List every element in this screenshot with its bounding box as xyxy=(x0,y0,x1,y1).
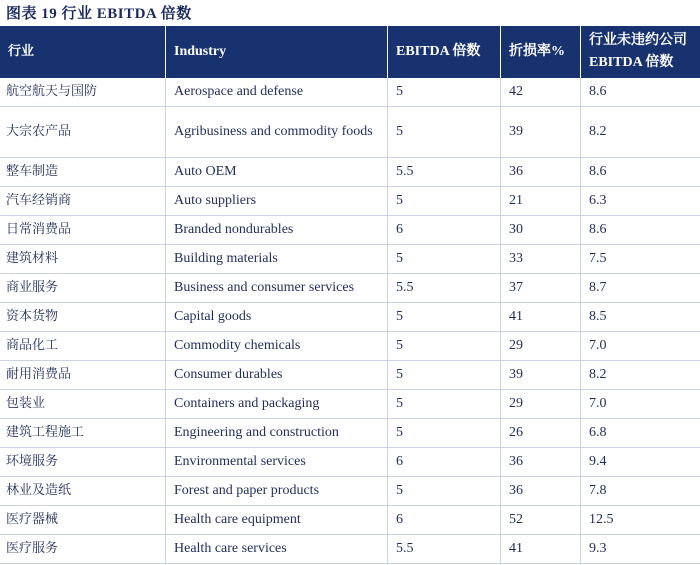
cell-industry-en: Branded nondurables xyxy=(166,216,388,245)
cell-discount-rate: 41 xyxy=(501,535,581,564)
header-nondefault-ebitda: 行业未违约公司 EBITDA 倍数 xyxy=(581,26,700,78)
header-ebitda-multiple: EBITDA 倍数 xyxy=(388,26,501,78)
cell-industry-en: Building materials xyxy=(166,245,388,274)
header-industry-en: Industry xyxy=(166,26,388,78)
header-discount-rate: 折损率% xyxy=(501,26,581,78)
cell-ebitda-multiple: 5 xyxy=(388,78,501,107)
cell-industry-en: Commodity chemicals xyxy=(166,332,388,361)
cell-industry-en: Capital goods xyxy=(166,303,388,332)
cell-discount-rate: 37 xyxy=(501,274,581,303)
cell-ebitda-multiple: 6 xyxy=(388,506,501,535)
cell-industry-cn: 包装业 xyxy=(0,390,166,419)
cell-industry-cn: 环境服务 xyxy=(0,448,166,477)
cell-industry-en: Auto suppliers xyxy=(166,187,388,216)
table-row xyxy=(0,535,700,564)
table-body xyxy=(0,78,700,564)
cell-industry-cn: 医疗器械 xyxy=(0,506,166,535)
cell-discount-rate: 33 xyxy=(501,245,581,274)
cell-ebitda-multiple: 5 xyxy=(388,361,501,390)
cell-discount-rate: 42 xyxy=(501,78,581,107)
table-row xyxy=(0,107,700,158)
table-row xyxy=(0,245,700,274)
cell-nondefault-ebitda: 7.8 xyxy=(581,477,700,506)
cell-discount-rate: 29 xyxy=(501,390,581,419)
cell-discount-rate: 36 xyxy=(501,158,581,187)
cell-industry-cn: 航空航天与国防 xyxy=(0,78,166,107)
table-header-row xyxy=(0,26,700,78)
cell-discount-rate: 36 xyxy=(501,448,581,477)
cell-discount-rate: 26 xyxy=(501,419,581,448)
cell-ebitda-multiple: 6 xyxy=(388,448,501,477)
cell-industry-en: Health care equipment xyxy=(166,506,388,535)
figure-title: 图表 19 行业 EBITDA 倍数 xyxy=(6,6,192,22)
cell-discount-rate: 39 xyxy=(501,107,581,158)
cell-discount-rate: 21 xyxy=(501,187,581,216)
cell-ebitda-multiple: 5.5 xyxy=(388,535,501,564)
cell-industry-en: Containers and packaging xyxy=(166,390,388,419)
cell-industry-cn: 汽车经销商 xyxy=(0,187,166,216)
cell-ebitda-multiple: 5 xyxy=(388,419,501,448)
cell-ebitda-multiple: 5 xyxy=(388,390,501,419)
cell-nondefault-ebitda: 9.3 xyxy=(581,535,700,564)
cell-industry-cn: 林业及造纸 xyxy=(0,477,166,506)
cell-ebitda-multiple: 5.5 xyxy=(388,158,501,187)
cell-industry-en: Auto OEM xyxy=(166,158,388,187)
table-row xyxy=(0,332,700,361)
table-row xyxy=(0,303,700,332)
ebitda-multiples-table xyxy=(0,26,700,564)
cell-nondefault-ebitda: 7.0 xyxy=(581,390,700,419)
cell-industry-en: Business and consumer services xyxy=(166,274,388,303)
table-row xyxy=(0,361,700,390)
cell-ebitda-multiple: 5 xyxy=(388,332,501,361)
cell-industry-cn: 日常消费品 xyxy=(0,216,166,245)
cell-discount-rate: 39 xyxy=(501,361,581,390)
table-row xyxy=(0,216,700,245)
cell-ebitda-multiple: 5.5 xyxy=(388,274,501,303)
table-row xyxy=(0,78,700,107)
cell-industry-cn: 医疗服务 xyxy=(0,535,166,564)
cell-ebitda-multiple: 5 xyxy=(388,107,501,158)
table-row xyxy=(0,506,700,535)
cell-nondefault-ebitda: 8.7 xyxy=(581,274,700,303)
table-row xyxy=(0,187,700,216)
cell-industry-cn: 整车制造 xyxy=(0,158,166,187)
cell-industry-en: Aerospace and defense xyxy=(166,78,388,107)
cell-industry-cn: 商业服务 xyxy=(0,274,166,303)
cell-discount-rate: 29 xyxy=(501,332,581,361)
cell-industry-en: Agribusiness and commodity foods xyxy=(166,107,388,158)
cell-nondefault-ebitda: 8.6 xyxy=(581,216,700,245)
cell-industry-cn: 建筑工程施工 xyxy=(0,419,166,448)
cell-discount-rate: 41 xyxy=(501,303,581,332)
table-row xyxy=(0,158,700,187)
cell-nondefault-ebitda: 8.6 xyxy=(581,78,700,107)
cell-industry-cn: 耐用消费品 xyxy=(0,361,166,390)
cell-nondefault-ebitda: 12.5 xyxy=(581,506,700,535)
cell-nondefault-ebitda: 8.2 xyxy=(581,107,700,158)
cell-nondefault-ebitda: 8.2 xyxy=(581,361,700,390)
cell-ebitda-multiple: 5 xyxy=(388,245,501,274)
cell-industry-cn: 商品化工 xyxy=(0,332,166,361)
cell-discount-rate: 36 xyxy=(501,477,581,506)
cell-discount-rate: 52 xyxy=(501,506,581,535)
cell-ebitda-multiple: 5 xyxy=(388,303,501,332)
table-row xyxy=(0,390,700,419)
table-row xyxy=(0,448,700,477)
table-row xyxy=(0,274,700,303)
cell-industry-en: Engineering and construction xyxy=(166,419,388,448)
cell-nondefault-ebitda: 6.8 xyxy=(581,419,700,448)
cell-ebitda-multiple: 5 xyxy=(388,187,501,216)
cell-industry-en: Environmental services xyxy=(166,448,388,477)
cell-industry-en: Forest and paper products xyxy=(166,477,388,506)
cell-industry-cn: 建筑材料 xyxy=(0,245,166,274)
cell-industry-en: Consumer durables xyxy=(166,361,388,390)
cell-discount-rate: 30 xyxy=(501,216,581,245)
cell-nondefault-ebitda: 8.6 xyxy=(581,158,700,187)
cell-industry-en: Health care services xyxy=(166,535,388,564)
header-industry-cn: 行业 xyxy=(0,26,166,78)
cell-industry-cn: 大宗农产品 xyxy=(0,107,166,158)
cell-ebitda-multiple: 5 xyxy=(388,477,501,506)
cell-nondefault-ebitda: 6.3 xyxy=(581,187,700,216)
table-row xyxy=(0,477,700,506)
cell-nondefault-ebitda: 8.5 xyxy=(581,303,700,332)
cell-nondefault-ebitda: 7.0 xyxy=(581,332,700,361)
cell-industry-cn: 资本货物 xyxy=(0,303,166,332)
table-row xyxy=(0,419,700,448)
cell-ebitda-multiple: 6 xyxy=(388,216,501,245)
cell-nondefault-ebitda: 7.5 xyxy=(581,245,700,274)
cell-nondefault-ebitda: 9.4 xyxy=(581,448,700,477)
